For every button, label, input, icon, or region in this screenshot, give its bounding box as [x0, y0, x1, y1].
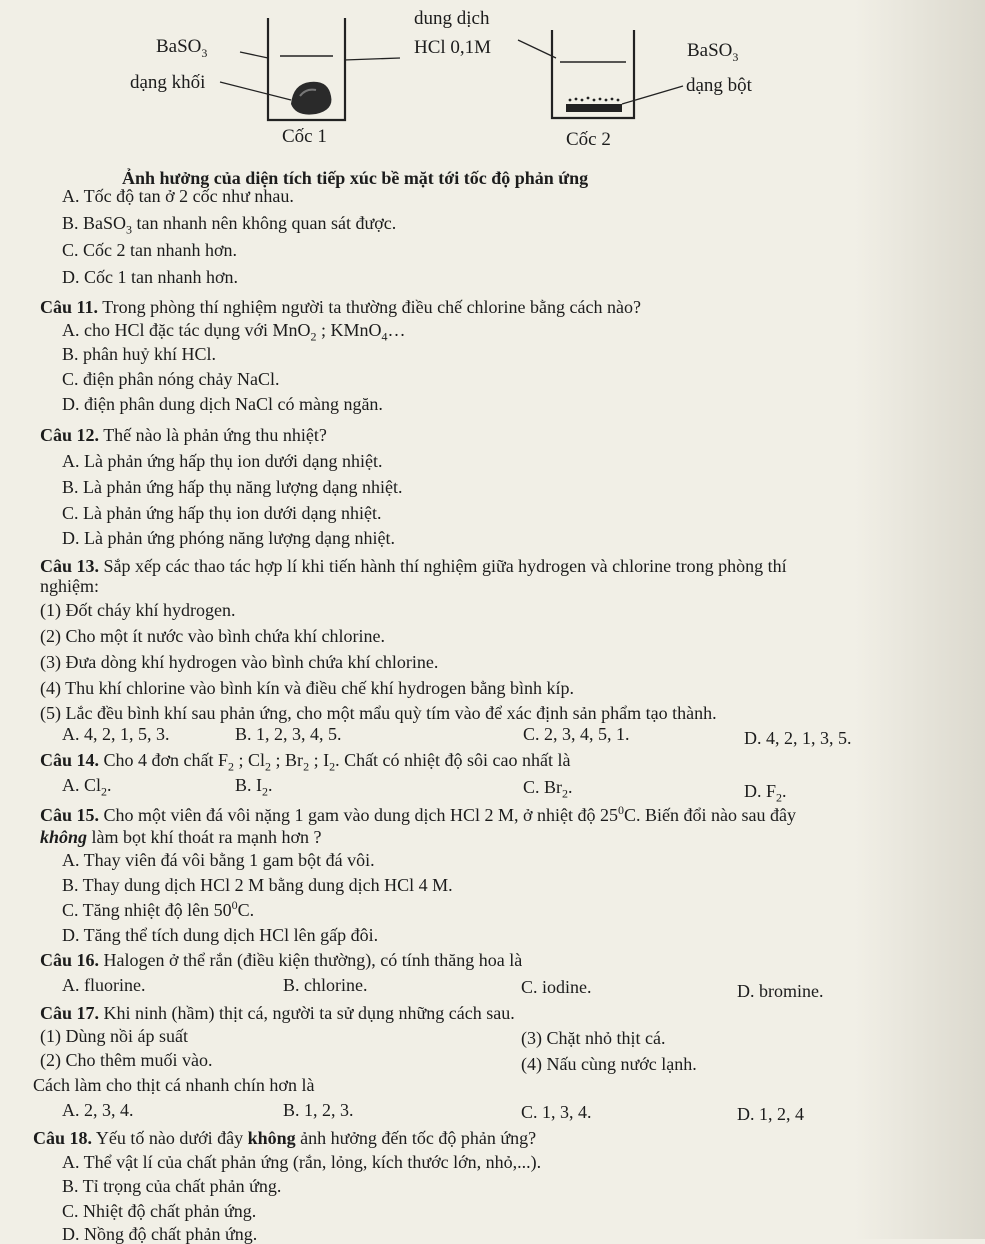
q10-option-d: D. Cốc 1 tan nhanh hơn. [62, 267, 238, 287]
q13-option-d: D. 4, 2, 1, 3, 5. [744, 728, 852, 748]
q10-option-b: B. BaSO$_3$ tan nhanh nên không quan sát được. [62, 213, 397, 237]
q13-stem: Câu 13. Sắp xếp các thao tác hợp lí khi tiến hành thí nghiệm giữa hydrogen và chlorine trong phòng thí [40, 556, 787, 576]
cup1-label: BaSO$_3$ [156, 36, 208, 60]
q13-step-4: (4) Thu khí chlorine vào bình kín và điều chế khí hydrogen bằng bình kíp. [40, 678, 575, 698]
q10-option-a: A. Tốc độ tan ở 2 cốc như nhau. [62, 186, 294, 206]
q13-step-3: (3) Đưa dòng khí hydrogen vào bình chứa khí chlorine. [40, 652, 439, 672]
solution-concentration: HCl 0,1M [414, 37, 492, 58]
q12-option-a: A. Là phản ứng hấp thụ ion dưới dạng nhiệt. [62, 451, 383, 471]
q11-option-d: D. điện phân dung dịch NaCl có màng ngăn. [62, 394, 383, 414]
q17-option-c: C. 1, 3, 4. [521, 1102, 592, 1122]
q16-option-b: B. chlorine. [283, 975, 368, 995]
q13-option-b: B. 1, 2, 3, 4, 5. [235, 724, 342, 744]
figure-caption: Ảnh hưởng của diện tích tiếp xúc bề mặt tới tốc độ phản ứng [122, 168, 589, 188]
q13-stem-cont: nghiệm: [40, 576, 99, 596]
q14-option-a: A. $Cl_2$. [62, 775, 112, 799]
q15-option-c: C. Tăng nhiệt độ lên $50^0C$. [62, 898, 255, 920]
q13-option-a: A. 4, 2, 1, 5, 3. [62, 724, 170, 744]
pointer-hcl-2 [518, 40, 556, 58]
pointer-hcl [344, 58, 400, 60]
page-shadow [855, 0, 985, 1239]
q14-option-c: C. $Br_2$. [523, 777, 573, 801]
q15-stem-cont: không làm bọt khí thoát ra mạnh hơn ? [40, 827, 322, 847]
q18-stem: Câu 18. Yếu tố nào dưới đây không ảnh hưởng đến tốc độ phản ứng? [33, 1128, 537, 1148]
q14-option-b: B. $I_2$. [235, 775, 273, 799]
q15-option-d: D. Tăng thể tích dung dịch HCl lên gấp đôi. [62, 925, 379, 945]
q17-option-d: D. 1, 2, 4 [737, 1104, 804, 1124]
q14-option-d: D. $F_2$. [744, 781, 787, 805]
q13-step-2: (2) Cho một ít nước vào bình chứa khí chlorine. [40, 626, 385, 646]
q15-option-a: A. Thay viên đá vôi bằng 1 gam bột đá vôi. [62, 850, 375, 870]
q17-way-2: (2) Cho thêm muối vào. [40, 1050, 213, 1070]
q14-stem: Câu 14. Cho 4 đơn chất $F_2$ ; $Cl_2$ ; $Br_2$ ; $I_2$. Chất có nhiệt độ sôi cao nhất là [40, 750, 571, 774]
q12-option-c: C. Là phản ứng hấp thụ ion dưới dạng nhiệt. [62, 503, 382, 523]
q18-option-d: D. Nồng độ chất phản ứng. [62, 1224, 258, 1244]
q17-ask: Cách làm cho thịt cá nhanh chín hơn là [33, 1075, 315, 1095]
q13-option-c: C. 2, 3, 4, 5, 1. [523, 724, 630, 744]
q13-step-1: (1) Đốt cháy khí hydrogen. [40, 600, 236, 620]
q11-stem: Câu 11. Trong phòng thí nghiệm người ta thường điều chế chlorine bằng cách nào? [40, 297, 641, 317]
q16-stem: Câu 16. Halogen ở thể rắn (điều kiện thường), có tính thăng hoa là [40, 950, 523, 970]
q18-option-a: A. Thể vật lí của chất phản ứng (rắn, lỏng, kích thước lớn, nhỏ,...). [62, 1152, 542, 1172]
cup2-name: Cốc 2 [566, 129, 611, 150]
pointer-baso3-1b [220, 82, 291, 100]
q17-stem: Câu 17. Khi ninh (hầm) thịt cá, người ta sử dụng những cách sau. [40, 1003, 515, 1023]
q15-stem: Câu 15. Cho một viên đá vôi nặng 1 gam vào dung dịch HCl 2 M, ở nhiệt độ $25^0C$. Biến đổi nào sau đây [40, 803, 796, 825]
q12-stem: Câu 12. Thế nào là phản ứng thu nhiệt? [40, 425, 327, 445]
q17-way-1: (1) Dùng nồi áp suất [40, 1026, 188, 1046]
q16-option-c: C. iodine. [521, 977, 592, 997]
cup2-label-form: dạng bột [686, 75, 752, 96]
q11-option-b: B. phân huỷ khí HCl. [62, 344, 217, 364]
q13-step-5: (5) Lắc đều bình khí sau phản ứng, cho một mẩu quỳ tím vào để xác định sản phẩm tạo thành. [40, 703, 717, 723]
baso3-lump [291, 82, 331, 115]
q12-option-b: B. Là phản ứng hấp thụ năng lượng dạng nhiệt. [62, 477, 403, 497]
q11-option-a: A. cho HCl đặc tác dụng với MnO$_2$ ; KMnO$_4$… [62, 320, 406, 344]
q17-way-4: (4) Nấu cùng nước lạnh. [521, 1054, 697, 1074]
baso3-powder [566, 97, 622, 112]
q11-option-c: C. điện phân nóng chảy NaCl. [62, 369, 280, 389]
q12-option-d: D. Là phản ứng phóng năng lượng dạng nhiệt. [62, 528, 395, 548]
q17-option-a: A. 2, 3, 4. [62, 1100, 134, 1120]
q16-option-d: D. bromine. [737, 981, 824, 1001]
pointer-baso3-1 [240, 52, 268, 58]
q10-option-c: C. Cốc 2 tan nhanh hơn. [62, 240, 237, 260]
q16-option-a: A. fluorine. [62, 975, 146, 995]
q18-option-c: C. Nhiệt độ chất phản ứng. [62, 1201, 257, 1221]
q15-option-b: B. Thay dung dịch HCl 2 M bằng dung dịch HCl 4 M. [62, 875, 453, 895]
cup2-label: BaSO$_3$ [687, 40, 739, 64]
cup1-label-form: dạng khối [130, 72, 206, 93]
q17-option-b: B. 1, 2, 3. [283, 1100, 354, 1120]
cup1-name: Cốc 1 [282, 126, 327, 147]
q18-option-b: B. Tỉ trọng của chất phản ứng. [62, 1176, 282, 1196]
q17-way-3: (3) Chặt nhỏ thịt cá. [521, 1028, 666, 1048]
pointer-baso3-2 [622, 86, 683, 104]
solution-label: dung dịch [414, 8, 490, 29]
